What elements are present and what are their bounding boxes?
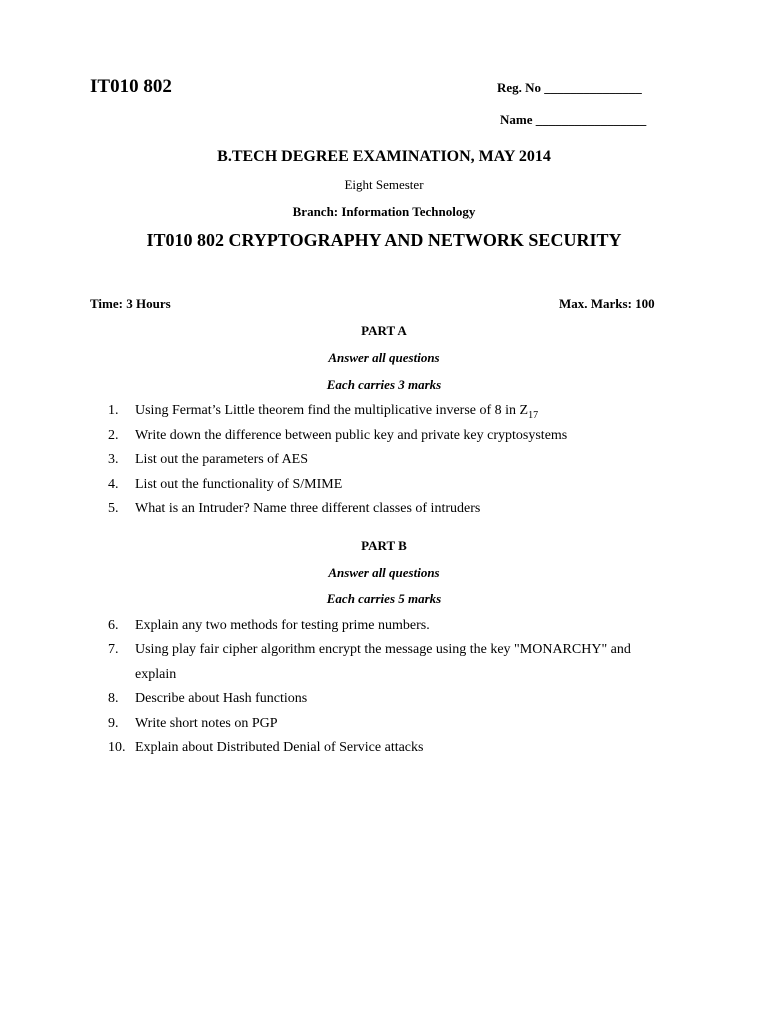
exam-title: B.TECH DEGREE EXAMINATION, MAY 2014 <box>217 148 551 165</box>
question-number: 10. <box>108 740 126 755</box>
question-7-continuation: explain <box>135 667 177 682</box>
semester: Eight Semester <box>344 177 424 192</box>
part-b-instruction: Answer all questions <box>328 565 440 580</box>
question-number: 5. <box>108 501 119 516</box>
question-5 <box>108 501 480 517</box>
part-a-heading: PART A <box>361 323 407 338</box>
name-field: Name _________________ <box>500 112 647 127</box>
question-number: 4. <box>108 477 119 492</box>
branch: Branch: Information Technology <box>292 204 476 219</box>
part-a-marks-instruction: Each carries 3 marks <box>326 377 442 392</box>
question-9 <box>108 716 278 732</box>
question-10 <box>108 740 423 756</box>
max-marks: Max. Marks: 100 <box>559 296 655 311</box>
question-text: Explain about Distributed Denial of Service attacks <box>135 740 424 755</box>
part-b-heading: PART B <box>361 538 407 553</box>
part-b-marks-instruction: Each carries 5 marks <box>326 591 442 606</box>
reg-no-field: Reg. No _______________ <box>497 80 642 95</box>
course-code: IT010 802 <box>90 76 172 97</box>
question-4 <box>108 477 342 493</box>
question-1 <box>108 403 538 421</box>
question-2 <box>108 428 567 444</box>
question-3 <box>108 452 308 468</box>
question-number: 9. <box>108 716 119 731</box>
question-text: Using play fair cipher algorithm encrypt the message using the key "MONARCHY" and <box>135 642 631 657</box>
question-8 <box>108 691 307 707</box>
question-7 <box>108 642 631 658</box>
part-a-instruction: Answer all questions <box>328 350 440 365</box>
question-text: Describe about Hash functions <box>135 691 308 706</box>
question-number: 6. <box>108 618 119 633</box>
question-text: Write short notes on PGP <box>135 716 278 731</box>
subscript: 17 <box>528 409 539 421</box>
question-text: What is an Intruder? Name three different classes of intruders <box>135 501 481 516</box>
question-number: 2. <box>108 428 119 443</box>
question-text: Using Fermat’s Little theorem find the multiplicative inverse of 8 in Z <box>135 403 529 418</box>
exam-time: Time: 3 Hours <box>90 296 171 311</box>
question-number: 7. <box>108 642 119 657</box>
question-6 <box>108 618 430 634</box>
subject-title: IT010 802 CRYPTOGRAPHY AND NETWORK SECURITY <box>146 230 622 250</box>
question-number: 8. <box>108 691 119 706</box>
question-number: 1. <box>108 403 119 418</box>
question-number: 3. <box>108 452 119 467</box>
question-text: List out the functionality of S/MIME <box>135 477 343 492</box>
question-text: Explain any two methods for testing prime numbers. <box>135 618 430 633</box>
question-text: List out the parameters of AES <box>135 452 309 467</box>
question-text: Write down the difference between public key and private key cryptosystems <box>135 428 568 443</box>
